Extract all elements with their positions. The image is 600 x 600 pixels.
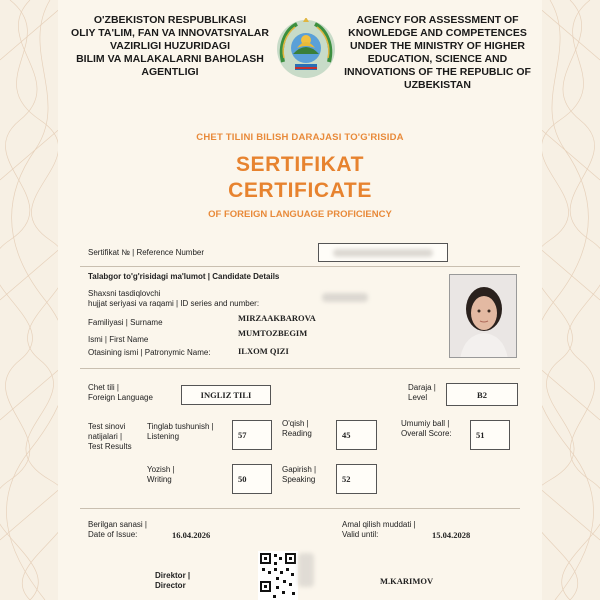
agency-name-uz-line: AGENTLIGI (141, 66, 199, 78)
uzbekistan-emblem-icon (275, 18, 337, 80)
divider (80, 266, 520, 267)
level-label-en: Level (408, 393, 428, 402)
agency-name-en-line: INNOVATIONS OF THE REPUBLIC OF (344, 66, 531, 78)
agency-name-uz-line: BILIM VA MALAKALARNI BAHOLASH (76, 53, 264, 65)
language-field: INGLIZ TILI (181, 385, 271, 405)
redacted-value (298, 553, 314, 587)
certificate-subtitle: CHET TILINI BILISH DARAJASI TO'G'RISIDA (196, 132, 404, 143)
redacted-value (322, 293, 368, 302)
valid-until-label-en: Valid until: (342, 530, 379, 539)
reading-label-uz: O'qish | (282, 419, 309, 428)
agency-name-en-line: UNDER THE MINISTRY OF HIGHER (349, 40, 525, 52)
agency-name-uz-line: O'ZBEKISTON RESPUBLIKASI (93, 14, 247, 26)
certificate-title-sub: OF FOREIGN LANGUAGE PROFICIENCY (208, 209, 392, 220)
writing-label-uz: Yozish | (147, 465, 175, 474)
language-label-en: Foreign Language (88, 393, 153, 402)
valid-until-value: 15.04.2028 (432, 530, 471, 540)
qr-code-icon (258, 551, 298, 600)
surname-value: MIRZAAKBAROVA (238, 313, 316, 323)
surname-label: Familiyasi | Surname (88, 318, 163, 327)
certificate-title-uz: SERTIFIKAT (235, 153, 365, 176)
overall-score: 51 (470, 420, 510, 450)
id-label-line-2: hujjat seriyasi va raqami | ID series and number: (88, 299, 260, 308)
director-label-en: Director (155, 581, 186, 590)
overall-label-uz: Umumiy ball | (401, 419, 450, 428)
issue-date-label-en: Date of Issue: (88, 530, 138, 539)
first-name-label: Ismi | First Name (88, 335, 149, 344)
candidate-section-label: Talabgor to'g'risidagi ma'lumot | Candidate Details (88, 272, 280, 281)
results-label-line-3: Test Results (88, 442, 132, 451)
portrait-image (450, 275, 517, 358)
certificate-title-en: CERTIFICATE (228, 179, 372, 202)
valid-until-label-uz: Amal qilish muddati | (342, 520, 416, 529)
level-label-uz: Daraja | (408, 383, 436, 392)
reference-number-label: Sertifikat № | Reference Number (88, 248, 205, 257)
agency-name-en-line: AGENCY FOR ASSESSMENT OF (356, 14, 519, 26)
id-label-line-1: Shaxsni tasdiqlovchi (88, 289, 161, 298)
writing-label-en: Writing (147, 475, 172, 484)
agency-name-uz-line: OLIY TA'LIM, FAN VA INNOVATSIYALAR (71, 27, 269, 39)
writing-score: 50 (232, 464, 272, 494)
agency-name-en (340, 14, 535, 92)
patronymic-value: ILXOM QIZI (238, 346, 289, 356)
speaking-label-uz: Gapirish | (282, 465, 317, 474)
listening-label-en: Listening (147, 432, 180, 441)
agency-name-en-line: UZBEKISTAN (404, 79, 471, 91)
overall-label-en: Overall Score: (401, 429, 452, 438)
level-field: B2 (446, 383, 518, 406)
first-name-value: MUMTOZBEGIM (238, 328, 308, 338)
director-name: M.KARIMOV (380, 576, 434, 586)
results-label-line-2: natijalari | (88, 432, 123, 441)
director-label-uz: Direktor | (155, 571, 191, 580)
agency-name-uz-line: VAZIRLIGI HUZURIDAGI (110, 40, 230, 52)
divider (80, 508, 520, 509)
listening-score: 57 (232, 420, 272, 450)
listening-label-uz: Tinglab tushunish | (147, 422, 214, 431)
reference-number-field (318, 243, 448, 262)
reading-label-en: Reading (282, 429, 312, 438)
agency-name-en-line: KNOWLEDGE AND COMPETENCES (348, 27, 527, 39)
speaking-score: 52 (336, 464, 377, 494)
agency-name-en-line: EDUCATION, SCIENCE AND (367, 53, 508, 65)
issue-date-value: 16.04.2026 (172, 530, 211, 540)
reading-score: 45 (336, 420, 377, 450)
issue-date-label-uz: Berilgan sanasi | (88, 520, 147, 529)
language-label-uz: Chet tili | (88, 383, 119, 392)
agency-name-uz (70, 14, 270, 79)
patronymic-label: Otasining ismi | Patronymic Name: (88, 348, 211, 357)
divider (80, 368, 520, 369)
speaking-label-en: Speaking (282, 475, 316, 484)
redacted-value (333, 249, 433, 257)
candidate-photo (449, 274, 517, 358)
results-label-line-1: Test sinovi (88, 422, 126, 431)
